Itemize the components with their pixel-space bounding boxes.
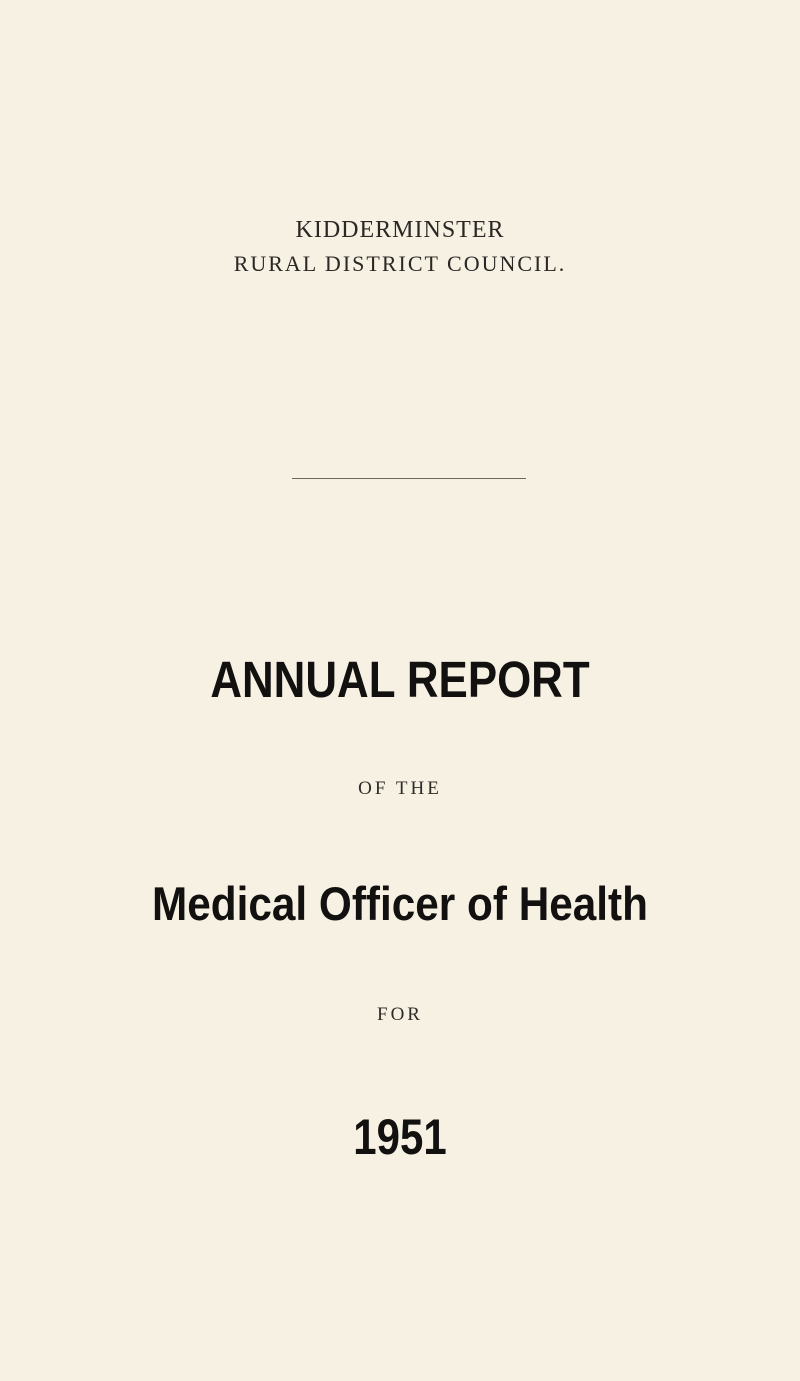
report-subtitle: Medical Officer of Health xyxy=(152,877,648,930)
for-label: FOR xyxy=(377,1004,423,1025)
divider-rule xyxy=(292,478,526,479)
authority-name: KIDDERMINSTER xyxy=(295,217,505,243)
council-name: RURAL DISTRICT COUNCIL. xyxy=(233,251,567,276)
connector-text: OF THE xyxy=(358,778,442,799)
report-year: 1951 xyxy=(353,1109,447,1165)
report-title: ANNUAL REPORT xyxy=(210,651,590,708)
